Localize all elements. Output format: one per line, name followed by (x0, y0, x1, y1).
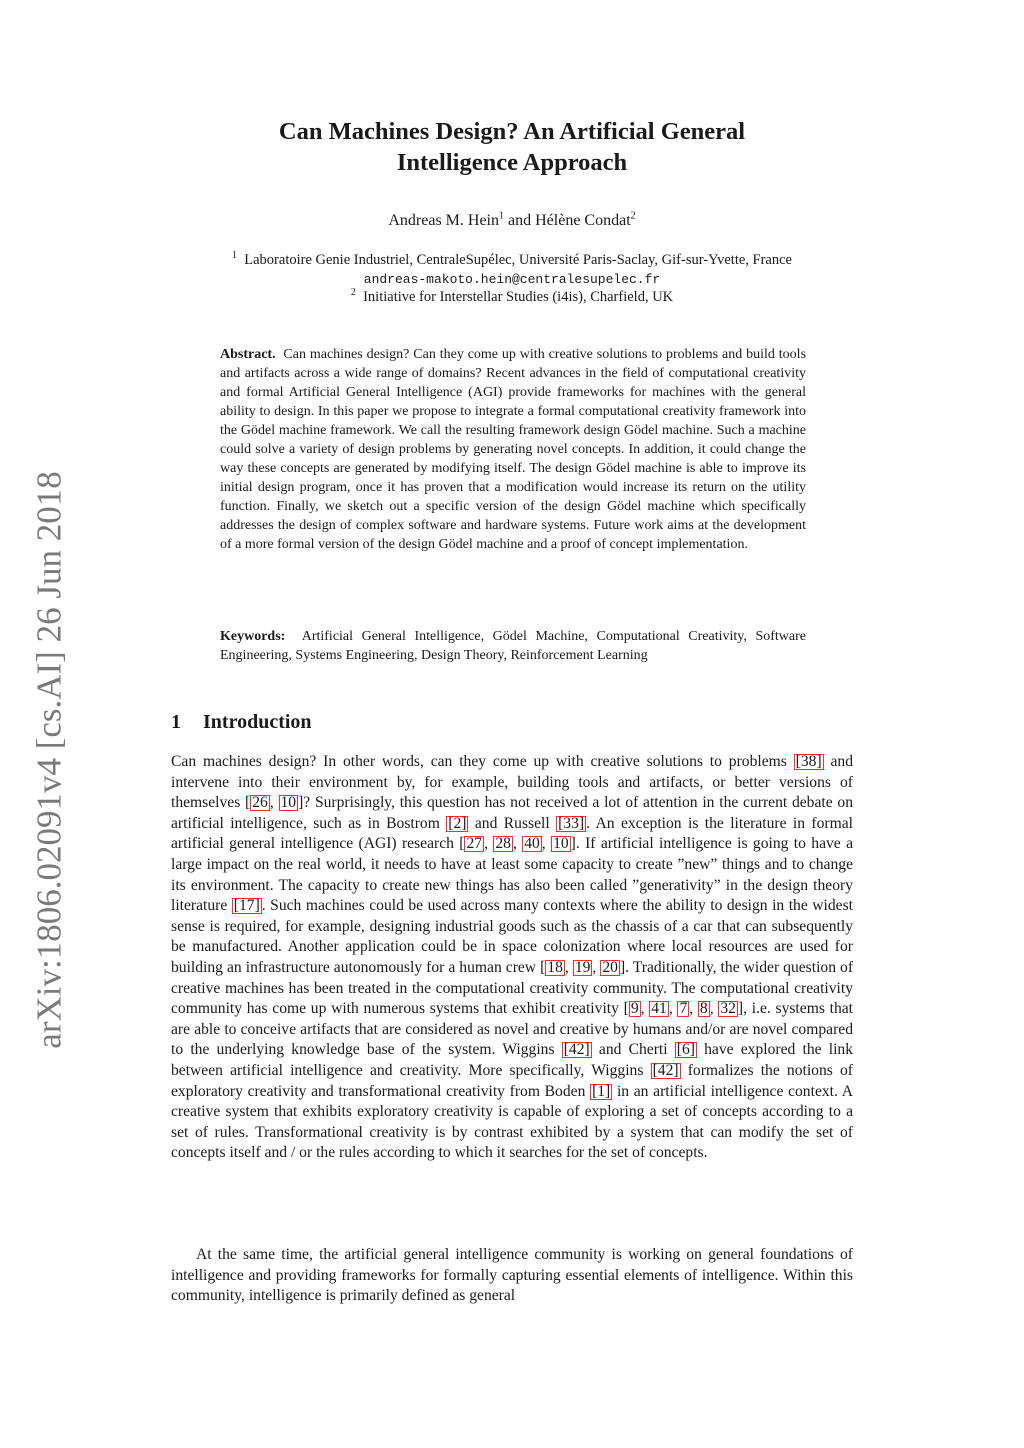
intro-text: . An exception is the literature in formal artificial general intelligence (AGI) research [ (171, 814, 853, 853)
citation-link[interactable]: 10 (280, 794, 297, 812)
author-2: Hélène Condat (535, 212, 631, 229)
citation-link[interactable]: 28 (495, 835, 511, 853)
affiliation-2 (170, 289, 854, 306)
citation-link[interactable]: 7 (679, 1000, 688, 1018)
affiliation-1-text: Laboratoire Genie Industriel, CentraleSupélec, Université Paris-Saclay, Gif-sur-Yvette, France (244, 252, 792, 268)
citation-link[interactable]: 19 (574, 958, 591, 976)
keywords-label: Keywords: (220, 629, 286, 644)
section-title: Introduction (203, 711, 312, 733)
citation-link[interactable]: 40 (524, 835, 540, 853)
intro-text: and intervene into their environment by, for example, building tools and artifacts, or better versions of themselves [ (171, 753, 853, 812)
citation-link[interactable]: 26 (252, 794, 268, 812)
affiliation-1-mark: 1 (232, 250, 238, 262)
author-1-affil-mark: 1 (499, 210, 504, 222)
intro-text: formalizes the notions of exploratory creativity and transformational creativity from Boden (171, 1061, 853, 1100)
intro-text: ]. If artificial intelligence is going to have a large impact on the real world, it needs to have at least some capacity to create ”new” things and to change its environment. The capacity to create new things has also been called ”generativity” in the design theory literature (171, 835, 854, 915)
title-line-2: Intelligence Approach (396, 149, 628, 176)
intro-text: . Such machines could be used across many contexts where the ability to design in the widest sense is required, for example, designing industrial goods such as the chassis of a car that can subsequently be manufactured. Another application could be in space colonization where local resources are used for building an infrastructure autonomously for a human crew [ (171, 897, 853, 976)
intro-text: , (689, 1000, 698, 1018)
citation-link[interactable]: [2] (448, 814, 467, 832)
citation-link[interactable]: 9 (630, 1000, 639, 1018)
intro-text: and Russell (468, 814, 557, 832)
intro-paragraph-1 (171, 752, 853, 1164)
citation-link[interactable]: 20 (602, 958, 618, 976)
intro-text: ]. Traditionally, the wider question of creative machines has been treated in the computational creativity community. The computational creativity community has come up with numerous systems that exhibit creativity [ (171, 958, 854, 1018)
citation-link[interactable]: 41 (651, 1000, 667, 1018)
affiliation-1 (170, 252, 854, 269)
abstract-label: Abstract. (220, 347, 276, 362)
section-number: 1 (171, 711, 181, 733)
affiliation-2-text: Initiative for Interstellar Studies (i4is), Charfield, UK (363, 289, 674, 305)
intro-text: , (640, 1000, 650, 1018)
intro-text: , (709, 1000, 719, 1018)
intro-text: , (592, 958, 601, 976)
citation-link[interactable]: [42] (563, 1041, 590, 1059)
affiliation-2-mark: 2 (350, 287, 356, 299)
intro-text: , (541, 835, 552, 853)
intro-text: , (668, 1000, 678, 1018)
citation-link[interactable]: 27 (466, 835, 483, 853)
author-1: Andreas M. Hein (388, 212, 499, 229)
author-2-affil-mark: 2 (630, 210, 636, 222)
citation-link[interactable]: [38] (795, 753, 822, 770)
author-email[interactable]: andreas-makoto.hein@centralesupelec.fr (363, 272, 661, 287)
intro-text: in an artificial intelligence context. A creative system that exhibits exploratory creativity is capable of exploring a set of concepts according to a set of rules. Transformational creativity is by contrast exhibited by a system that can modify the set of concepts itself and / or the rules according to which it searches for the set of concepts. (171, 1082, 853, 1162)
author-connector: and (504, 212, 536, 229)
intro-text: , (564, 958, 573, 976)
title-line-1: Can Machines Design? An Artificial General (278, 118, 746, 145)
citation-link[interactable]: [6] (676, 1041, 695, 1059)
intro-text: ], i.e. systems that are able to conceive artifacts that are considered as novel and creative by humans and/or are novel compared to the underlying knowledge base of the system. Wiggins (171, 1000, 853, 1059)
intro-text: , (269, 794, 279, 812)
abstract-text: Can machines design? Can they come up with creative solutions to problems and build tools and artifacts across a wide range of domains? Recent advances in the field of computational creativity and formal Artificial General Intelligence (AGI) provide frameworks for machines with the general ability to design. In this paper we propose to integrate a formal computational creativity framework into the Gödel machine framework. We call the resulting framework design Gödel machine. Such a machine could solve a variety of design problems by generating novel concepts. In addition, it could change the way these concepts are generated by modifying itself. The design Gödel machine is able to improve its initial design program, once it has proven that a modification would increase its return on the utility function. Finally, we sketch out a specific version of the design Gödel machine which specifically addresses the design of complex software and hardware systems. Future work aims at the development of a more formal version of the design Gödel machine and a proof of concept implementation. (220, 347, 807, 552)
intro-text: Can machines design? In other words, can they come up with creative solutions to problems (171, 753, 794, 770)
arxiv-stamp-text: arXiv:1806.02091v4 [cs.AI] 26 Jun 2018 (30, 471, 69, 1049)
authors (180, 212, 844, 230)
citation-link[interactable]: 10 (553, 835, 569, 853)
citation-link[interactable]: 32 (720, 1000, 736, 1018)
arxiv-stamp (16, 450, 84, 1070)
citation-link[interactable]: [33] (558, 814, 585, 832)
keywords-text: Artificial General Intelligence, Gödel Machine, Computational Creativity, Software Engineering, Systems Engineering, Design Theory, Reinforcement Learning (220, 629, 806, 663)
intro-paragraph-2: At the same time, the artificial general intelligence community is working on general foundations of intelligence and providing frameworks for formally capturing essential elements of intelligence. Within this community, intelligence is primarily defined as general (171, 1246, 853, 1305)
intro-text: , (512, 835, 523, 853)
section-heading (171, 711, 312, 734)
citation-link[interactable]: 18 (547, 958, 563, 976)
citation-link[interactable]: [1] (592, 1082, 611, 1100)
intro-text: , (484, 835, 494, 853)
citation-link[interactable]: 8 (699, 1000, 708, 1018)
paper-title (180, 116, 844, 178)
intro-text: have explored the link between artificial intelligence and creativity. More specifically, Wiggins (171, 1041, 853, 1079)
keywords (220, 627, 806, 665)
abstract (220, 345, 806, 554)
citation-link[interactable]: [42] (652, 1061, 679, 1079)
intro-text: and Cherti (591, 1041, 675, 1059)
intro-text: ]? Surprisingly, this question has not received a lot of attention in the current debate on artificial intelligence, such as in Bostrom (171, 794, 853, 832)
citation-link[interactable]: [17] (233, 897, 260, 915)
